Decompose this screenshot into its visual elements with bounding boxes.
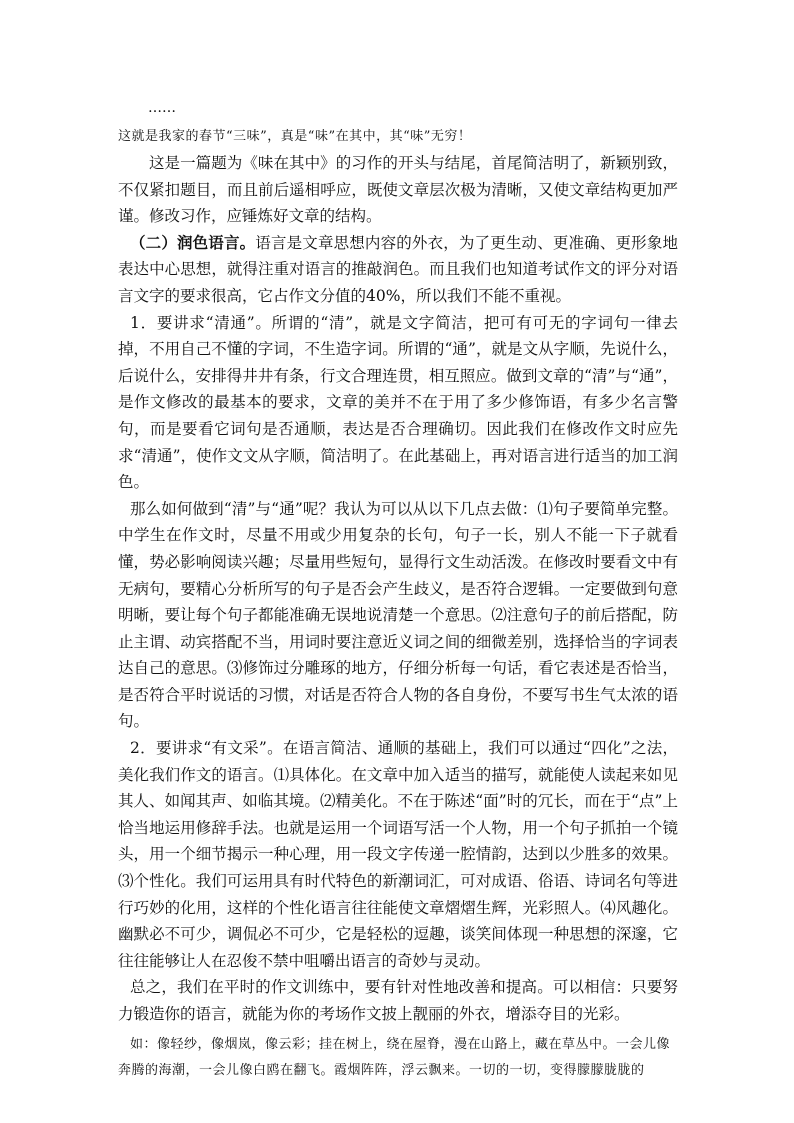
summary-paragraph: 总之，我们在平时的作文训练中，要有针对性地改善和提高。可以相信：只要努力锻造你的语言，就能为你的考场作文披上靓丽的外衣，增添夺目的光彩。: [118, 978, 678, 1023]
quote-closing-line: 这就是我家的春节“三味”，真是“味”在其中，其“味”无穷！: [118, 129, 472, 144]
section-2-heading: （二）润色语言。: [130, 232, 256, 252]
example-paragraph: 如：像轻纱，像烟岚，像云彩；挂在树上，绕在屋脊，漫在山路上，藏在草丛中。一会儿像奔腾的海潮，一会儿像白鸥在翻飞。霞烟阵阵，浮云飘来。一切的一切，变得朦朦胧胧的: [118, 1036, 671, 1078]
comment-paragraph: 这是一篇题为《味在其中》的习作的开头与结尾，首尾简洁明了，新颖别致，不仅紧扣题目，而且前后遥相呼应，既使文章层次极为清晰，又使文章结构更加严谨。修改习作，应锤炼好文章的结构。: [118, 154, 678, 226]
point-2-paragraph: 2．要讲求“有文采”。在语言简洁、通顺的基础上，我们可以通过“四化”之法，美化我们作文的语言。⑴具体化。在文章中加入适当的描写，就能使人读起来如见其人、如闻其声、如临其境。⑵精美化。不在于陈述“面”时的冗长，而在于“点”上恰当地运用修辞手法。也就是运用一个词语写活一个人物，用一个句子抓拍一个镜头，用一个细节揭示一种心理，用一段文字传递一腔情韵，达到以少胜多的效果。⑶个性化。我们可运用具有时代特色的新潮词汇，可对成语、俗语、诗词名句等进行巧妙的化用，这样的个性化语言往往能使文章熠熠生辉，光彩照人。⑷风趣化。幽默必不可少，调侃必不可少，它是轻松的逗趣，谈笑间体现一种思想的深邃，它往往能够让人在忍俊不禁中咀嚼出语言的奇妙与灵动。: [118, 739, 678, 970]
point-1-paragraph: 1．要讲求“清通”。所谓的“清”，就是文字简洁，把可有可无的字词句一律去掉，不用自己不懂的字词，不生造字词。所谓的“通”，就是文从字顺，先说什么，后说什么，安排得井井有条，行文合理连贯，相互照应。做到文章的“清”与“通”，是作文修改的最基本的要求，文章的美并不在于用了多少修饰语，有多少名言警句，而是要看它词句是否通顺，表达是否合理确切。因此我们在修改作文时应先求“清通”，使作文文从字顺，简洁明了。在此基础上，再对语言进行适当的加工润色。: [118, 313, 678, 492]
document-body: [118, 96, 678, 1084]
point-1-method-paragraph: 那么如何做到“清”与“通”呢？我认为可以从以下几点去做：⑴句子要简单完整。中学生在作文时，尽量不用或少用复杂的长句，句子一长，别人不能一下子就看懂，势必影响阅读兴趣；尽量用些短句，显得行文生动活泼。在修改时要看文中有无病句，要精心分析所写的句子是否会产生歧义，是否符合逻辑。一定要做到句意明晰，要让每个句子都能准确无误地说清楚一个意思。⑵注意句子的前后搭配，防止主谓、动宾搭配不当，用词时要注意近义词之间的细微差别，选择恰当的字词表达自己的意思。⑶修饰过分雕琢的地方，仔细分析每一句话，看它表述是否恰当，是否符合平时说话的习惯，对话是否符合人物的各自身份，不要写书生气太浓的语句。: [118, 499, 678, 731]
ellipsis-line: ……: [148, 100, 176, 116]
section-2-paragraph: [118, 230, 678, 310]
section-2-body: 语言是文章思想内容的外衣，为了更生动、更准确、更形象地表达中心思想，就得注重对语言的推敲润色。而且我们也知道考试作文的评分对语言文字的要求很高，它占作文分值的40%，所以我们不能不重视。: [118, 233, 678, 305]
